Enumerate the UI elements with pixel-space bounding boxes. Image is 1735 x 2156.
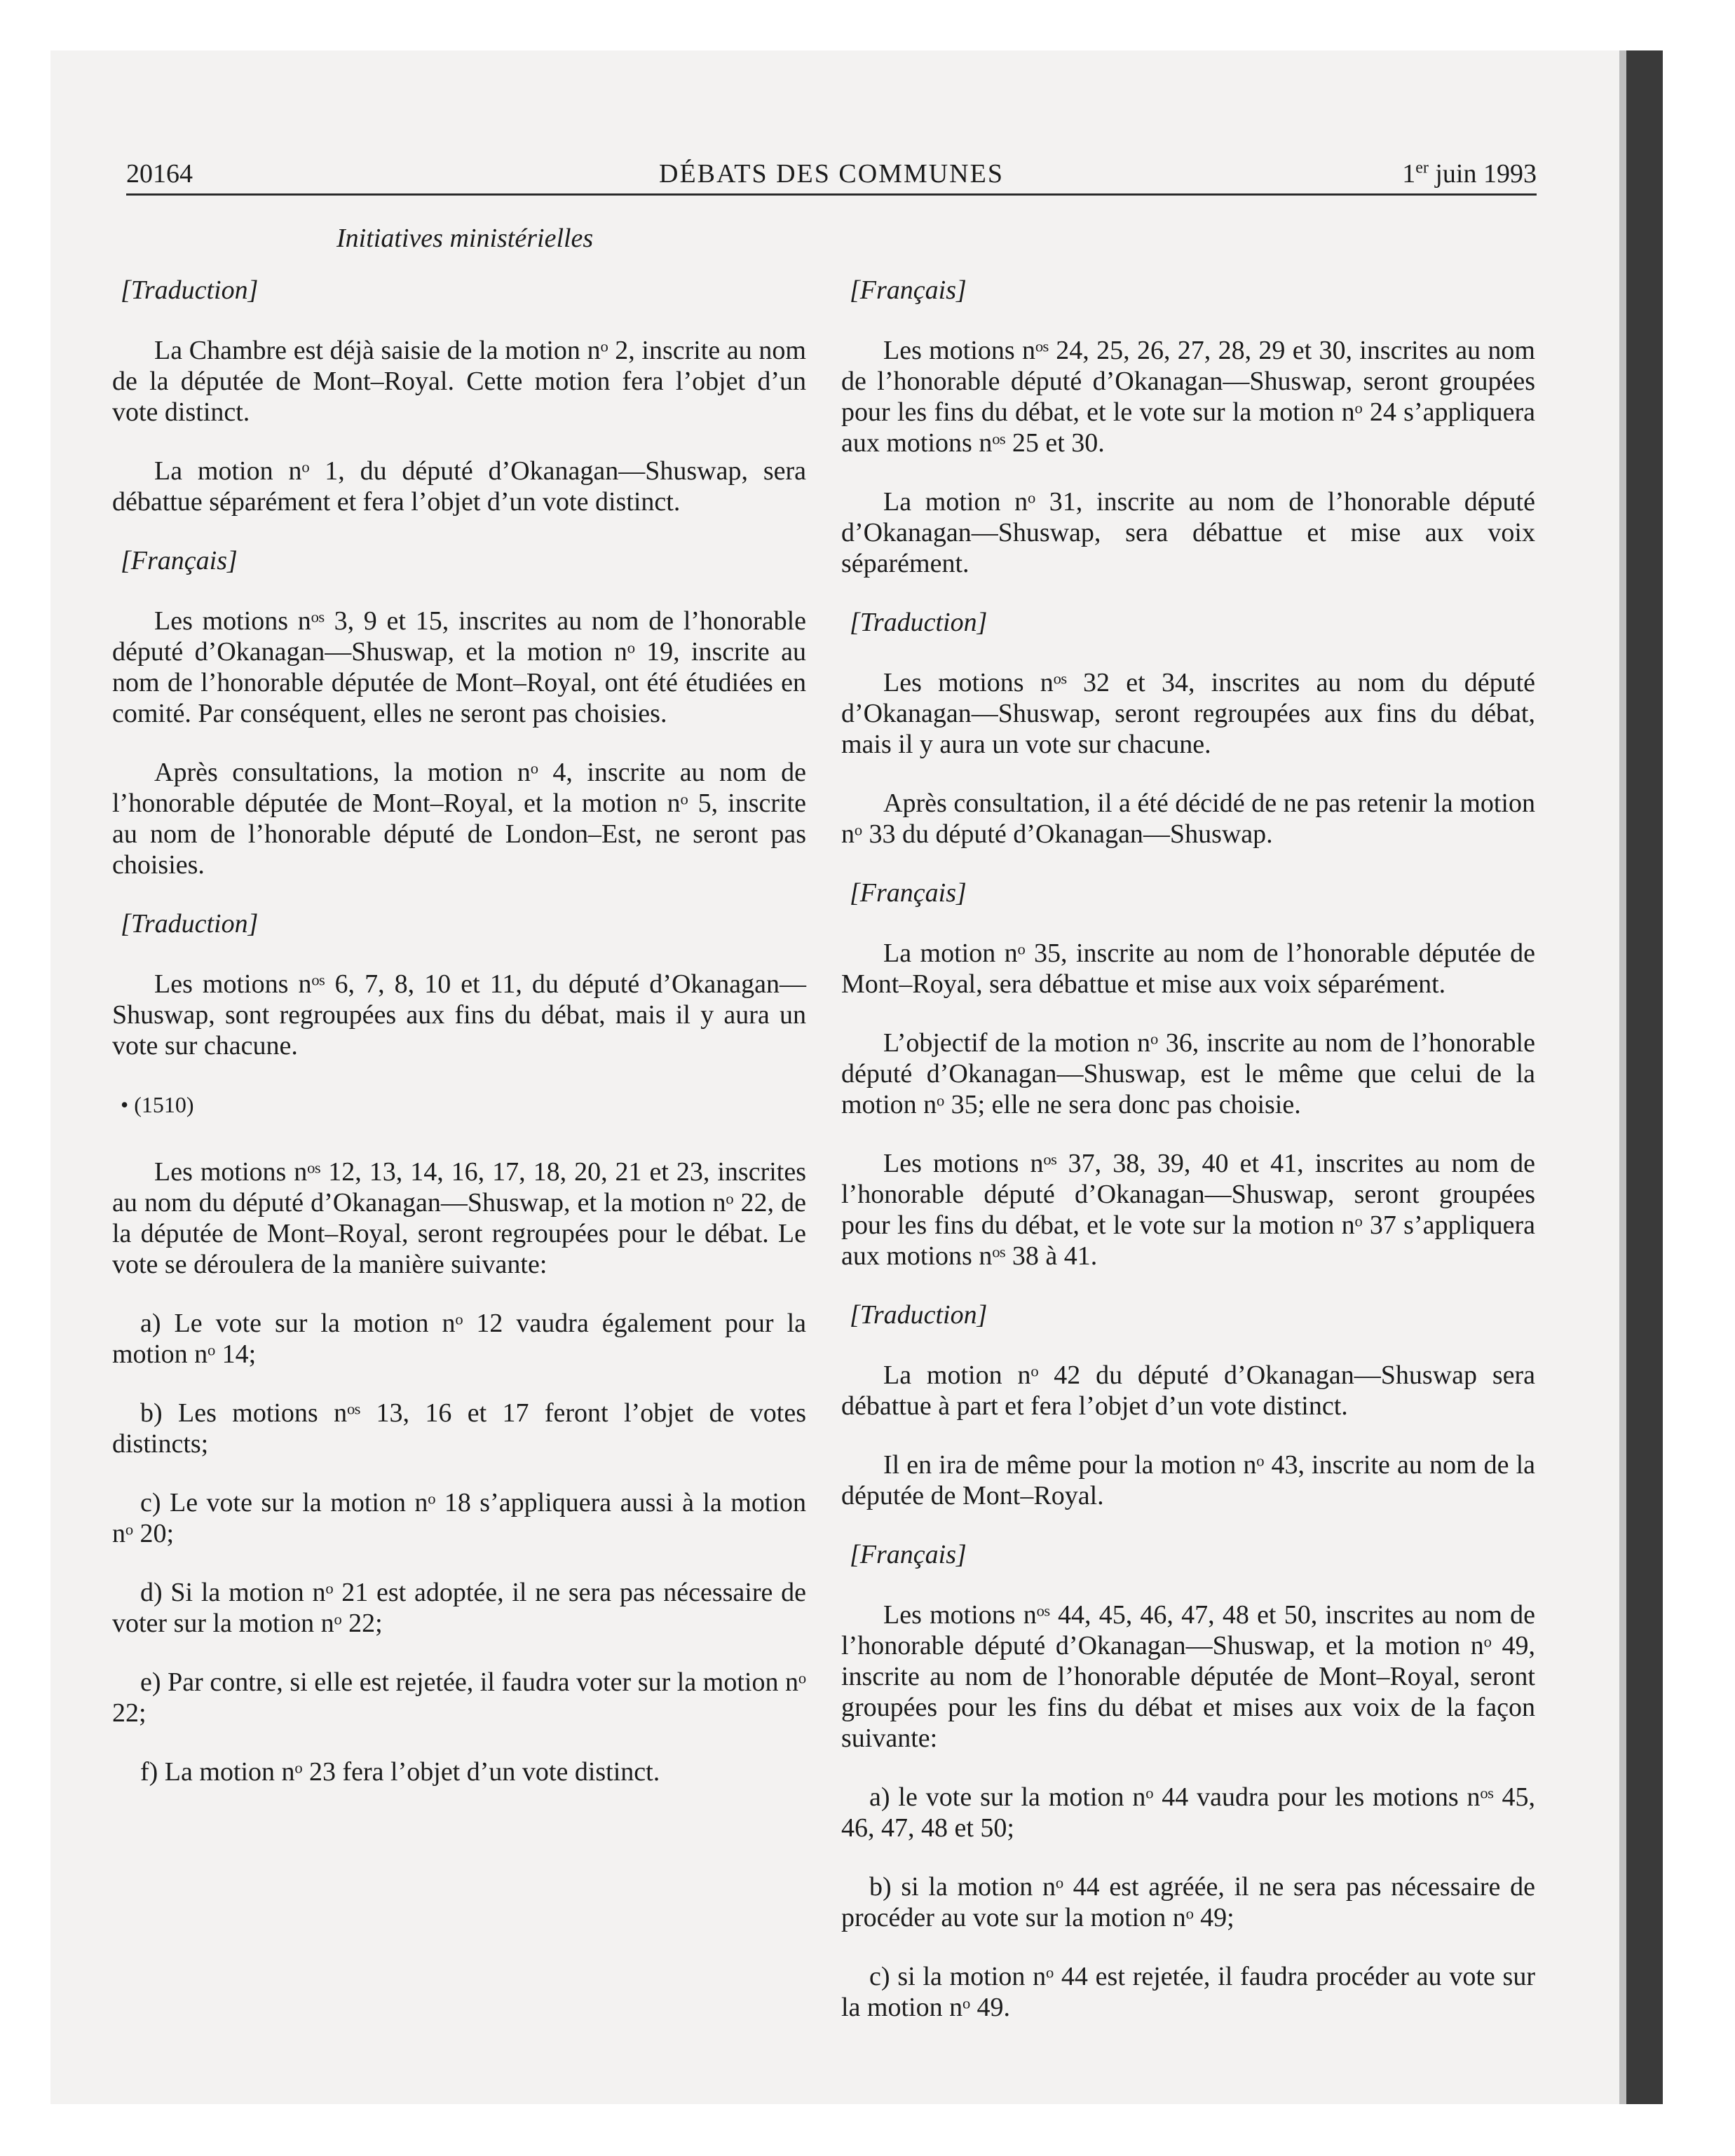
language-label: [Français] <box>121 546 238 575</box>
paragraph: Il en ira de même pour la motion nᵒ 43, inscrite au nom de la députée de Mont–Royal. <box>841 1450 1535 1510</box>
list-item: b) si la motion nᵒ 44 est agréée, il ne sera pas nécessaire de procéder au vote sur la motion nᵒ 49; <box>841 1872 1535 1932</box>
paragraph: Les motions nᵒˢ 12, 13, 14, 16, 17, 18, 20, 21 et 23, inscrites au nom du député d’Okanagan—Shuswap, et la motion nᵒ 22, de la députée de Mont–Royal, seront regroupées pour le débat. Le vote se déroulera de la manière suivante: <box>112 1157 806 1279</box>
list-item: c) Le vote sur la motion nᵒ 18 s’appliquera aussi à la motion nᵒ 20; <box>112 1488 806 1548</box>
page-edge <box>1626 50 1663 2104</box>
list-item: e) Par contre, si elle est rejetée, il faudra voter sur la motion nᵒ 22; <box>112 1667 806 1728</box>
section-title: Initiatives ministérielles <box>336 224 594 253</box>
language-label: [Traduction] <box>850 608 988 637</box>
left-column <box>112 275 806 1815</box>
list-item: c) si la motion nᵒ 44 est rejetée, il faudra procéder au vote sur la motion nᵒ 49. <box>841 1962 1535 2022</box>
language-label: [Français] <box>850 1540 967 1569</box>
journal-title: DÉBATS DES COMMUNES <box>659 159 1004 189</box>
list-item: f) La motion nᵒ 23 fera l’objet d’un vote distinct. <box>140 1757 660 1787</box>
list-item: a) le vote sur la motion nᵒ 44 vaudra pour les motions nᵒˢ 45, 46, 47, 48 et 50; <box>841 1782 1535 1843</box>
paragraph: La motion nᵒ 1, du député d’Okanagan—Shuswap, sera débattue séparément et fera l’objet d’un vote distinct. <box>112 456 806 517</box>
page-number: 20164 <box>126 159 193 189</box>
paragraph: Les motions nᵒˢ 37, 38, 39, 40 et 41, inscrites au nom de l’honorable député d’Okanagan—Shuswap, seront groupées pour les fins du débat, et le vote sur la motion nᵒ 37 s’appliquera aux motions nᵒˢ 38 à 41. <box>841 1149 1535 1271</box>
paragraph: Les motions nᵒˢ 44, 45, 46, 47, 48 et 50, inscrites au nom de l’honorable député d’Okanagan—Shuswap, et la motion nᵒ 49, inscrite au nom de l’honorable députée de Mont–Royal, seront groupées pour les fins du débat et mises aux voix de la façon suivante: <box>841 1600 1535 1753</box>
paragraph: La motion nᵒ 35, inscrite au nom de l’honorable députée de Mont–Royal, sera débattue et mise aux voix séparément. <box>841 939 1535 999</box>
right-column <box>841 275 1535 2051</box>
language-label: [Traduction] <box>121 275 259 305</box>
list-item: b) Les motions nᵒˢ 13, 16 et 17 feront l’objet de votes distincts; <box>112 1398 806 1459</box>
header-date: 1er juin 1993 <box>1402 158 1537 189</box>
time-marker: • (1510) <box>121 1092 194 1117</box>
list-item: d) Si la motion nᵒ 21 est adoptée, il ne sera pas nécessaire de voter sur la motion nᵒ 22; <box>112 1578 806 1638</box>
language-label: [Français] <box>850 878 967 908</box>
language-label: [Traduction] <box>121 909 259 939</box>
paragraph: La Chambre est déjà saisie de la motion nᵒ 2, inscrite au nom de la députée de Mont–Royal. Cette motion fera l’objet d’un vote distinct. <box>112 336 806 427</box>
paragraph: Les motions nᵒˢ 6, 7, 8, 10 et 11, du député d’Okanagan—Shuswap, sont regroupées aux fins du débat, mais il y aura un vote sur chacune. <box>112 969 806 1060</box>
paragraph: Les motions nᵒˢ 32 et 34, inscrites au nom du député d’Okanagan—Shuswap, seront regroupées aux fins du débat, mais il y aura un vote sur chacune. <box>841 668 1535 759</box>
list-item: a) Le vote sur la motion nᵒ 12 vaudra également pour la motion nᵒ 14; <box>112 1309 806 1369</box>
paragraph: La motion nᵒ 42 du député d’Okanagan—Shuswap sera débattue à part et fera l’objet d’un vote distinct. <box>841 1360 1535 1421</box>
paragraph: Après consultation, il a été décidé de ne pas retenir la motion nᵒ 33 du député d’Okanagan—Shuswap. <box>841 789 1535 849</box>
running-header <box>126 153 1537 196</box>
paragraph: Après consultations, la motion nᵒ 4, inscrite au nom de l’honorable députée de Mont–Royal, et la motion nᵒ 5, inscrite au nom de l’honorable député de London–Est, ne seront pas choisies. <box>112 758 806 880</box>
paragraph: L’objectif de la motion nᵒ 36, inscrite au nom de l’honorable député d’Okanagan—Shuswap, est le même que celui de la motion nᵒ 35; elle ne sera donc pas choisie. <box>841 1028 1535 1119</box>
paragraph: La motion nᵒ 31, inscrite au nom de l’honorable député d’Okanagan—Shuswap, sera débattue et mise aux voix séparément. <box>841 487 1535 578</box>
page-edge-shadow <box>1619 50 1626 2104</box>
paragraph: Les motions nᵒˢ 24, 25, 26, 27, 28, 29 et 30, inscrites au nom de l’honorable député d’Okanagan—Shuswap, seront groupées pour les fins du débat, et le vote sur la motion nᵒ 24 s’appliquera aux motions nᵒˢ 25 et 30. <box>841 336 1535 458</box>
language-label: [Français] <box>850 275 967 305</box>
paragraph: Les motions nᵒˢ 3, 9 et 15, inscrites au nom de l’honorable député d’Okanagan—Shuswap, et la motion nᵒ 19, inscrite au nom de l’honorable députée de Mont–Royal, ont été étudiées en comité. Par conséquent, elles ne seront pas choisies. <box>112 606 806 728</box>
language-label: [Traduction] <box>850 1300 988 1330</box>
